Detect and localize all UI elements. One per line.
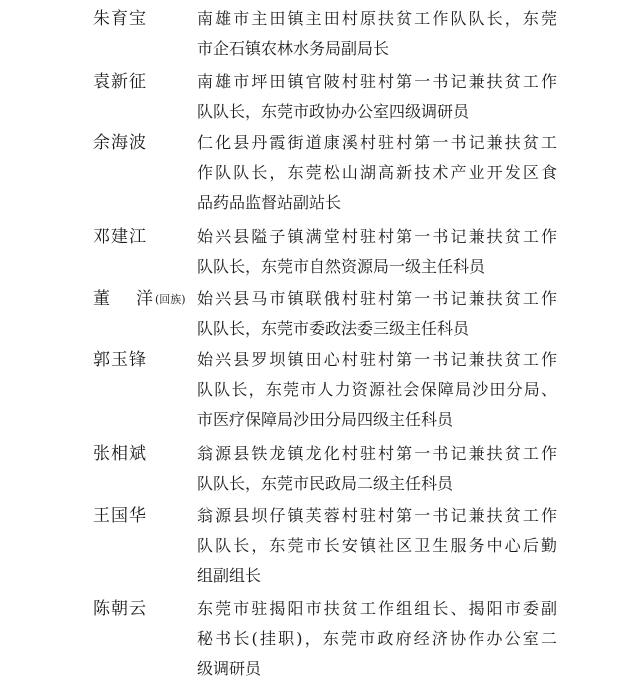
person-name: 邓建江	[93, 227, 147, 247]
description-line: 队队长，东莞市自然资源局一级主任科员	[197, 257, 486, 276]
position-description	[197, 4, 557, 64]
description-line: 队队长，东莞市委政法委三级主任科员	[197, 319, 470, 338]
person-name: 王国华	[93, 506, 147, 526]
position-description	[197, 501, 557, 591]
description-line: 市企石镇农林水务局副局长	[197, 39, 390, 58]
description-line: 品药品监督站副站长	[197, 193, 342, 212]
description-line: 始兴县马市镇联俄村驻村第一书记兼扶贫工作	[197, 289, 557, 308]
person-given-name: 洋	[136, 289, 153, 309]
description-line: 仁化县丹霞街道康溪村驻村第一书记兼扶贫工	[197, 133, 557, 152]
description-line: 队队长，东莞市人力资源社会保障局沙田分局、	[197, 380, 557, 399]
description-line: 队队长，东莞市民政局二级主任科员	[197, 474, 454, 493]
description-line: 组副组长	[197, 566, 262, 585]
description-line: 级调研员	[197, 659, 262, 678]
person-name	[93, 284, 186, 315]
person-name: 朱育宝	[93, 9, 147, 29]
description-line: 东莞市驻揭阳市扶贫工作组组长、揭阳市委副	[197, 599, 557, 618]
description-line: 秘书长(挂职)，东莞市政府经济协作办公室二	[197, 629, 557, 648]
position-description	[197, 594, 557, 684]
description-line: 南雄市坪田镇官陂村驻村第一书记兼扶贫工作	[197, 72, 557, 91]
person-name: 陈朝云	[93, 599, 147, 619]
description-line: 始兴县隘子镇满堂村驻村第一书记兼扶贫工作	[197, 227, 557, 246]
description-line: 南雄市主田镇主田村原扶贫工作队队长，东莞	[197, 9, 557, 28]
description-line: 队队长，东莞市政协办公室四级调研员	[197, 102, 470, 121]
description-line: 翁源县铁龙镇龙化村驻村第一书记兼扶贫工作	[197, 444, 557, 463]
position-description	[197, 222, 557, 282]
person-surname: 董	[93, 289, 110, 309]
person-name: 袁新征	[93, 72, 147, 92]
ethnicity-note: (回族)	[155, 293, 186, 306]
position-description	[197, 345, 557, 435]
position-description	[197, 67, 557, 127]
person-name: 郭玉锋	[93, 350, 147, 370]
description-line: 市医疗保障局沙田分局四级主任科员	[197, 410, 454, 429]
position-description	[197, 284, 557, 344]
person-name: 余海波	[93, 133, 147, 153]
position-description	[197, 128, 557, 218]
description-line: 翁源县坝仔镇芙蓉村驻村第一书记兼扶贫工作	[197, 506, 557, 525]
description-line: 队队长，东莞市长安镇社区卫生服务中心后勤	[197, 536, 557, 555]
person-name: 张相斌	[93, 444, 147, 464]
description-line: 始兴县罗坝镇田心村驻村第一书记兼扶贫工作	[197, 350, 557, 369]
position-description	[197, 439, 557, 499]
description-line: 作队队长，东莞松山湖高新技术产业开发区食	[197, 163, 557, 182]
